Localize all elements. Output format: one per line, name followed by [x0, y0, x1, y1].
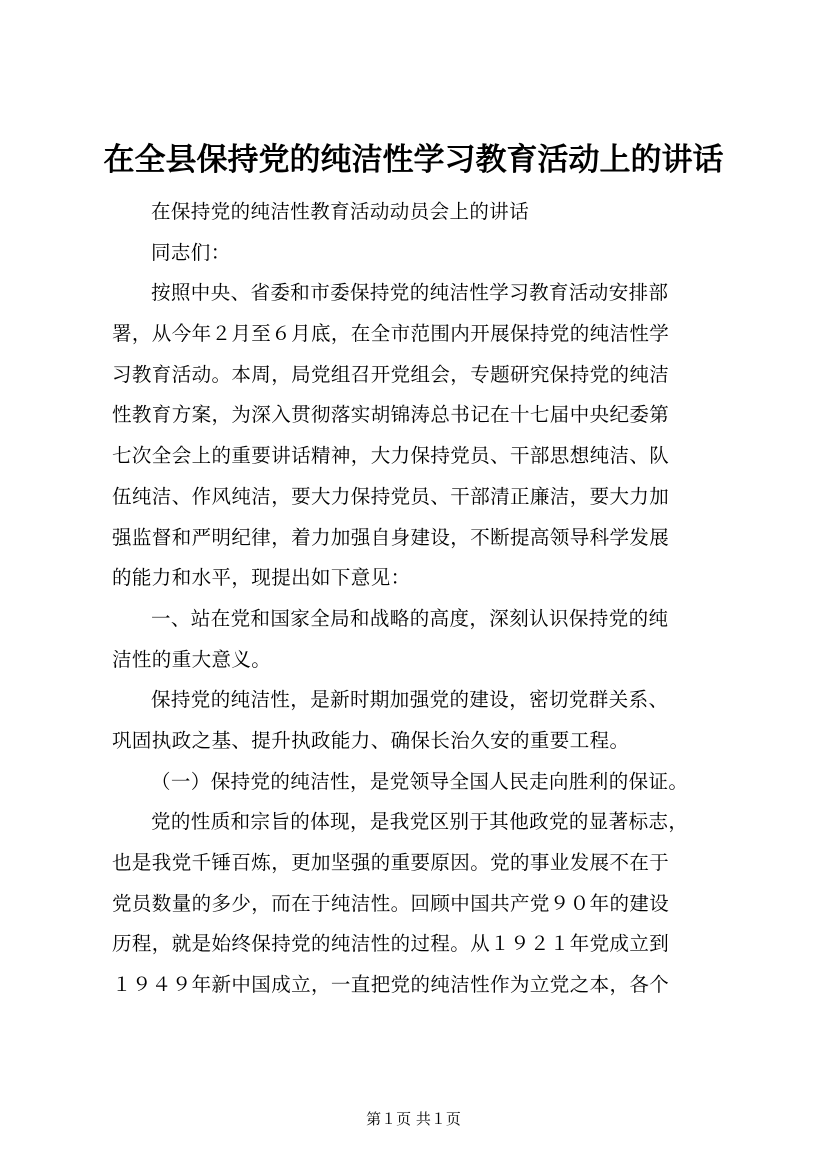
section-heading-line: 洁性的重大意义。 [112, 647, 272, 671]
body-line: 也是我党千锤百炼，更加坚强的重要原因。党的事业发展不在于 [112, 851, 670, 874]
salutation-line: 同志们： [151, 240, 231, 264]
subtitle-line: 在保持党的纯洁性教育活动动员会上的讲话 [151, 200, 530, 223]
body-line: 七次全会上的重要讲话精神，大力保持党员、干部思想纯洁、队 [112, 444, 670, 468]
body-line: 党的性质和宗旨的体现，是我党区别于其他政党的显著标志， [151, 810, 689, 834]
body-line: 性教育方案，为深入贯彻落实胡锦涛总书记在十七届中央纪委第 [112, 403, 670, 427]
body-line: 保持党的纯洁性，是新时期加强党的建设，密切党群关系、 [151, 688, 669, 712]
subsection-heading-line: （一）保持党的纯洁性，是党领导全国人民走向胜利的保证。 [151, 769, 689, 793]
section-heading-line: 一、站在党和国家全局和战略的高度，深刻认识保持党的纯 [151, 606, 669, 630]
document-title: 在全县保持党的纯洁性学习教育活动上的讲话 [103, 142, 724, 178]
body-line: 伍纯洁、作风纯洁，要大力保持党员、干部清正廉洁，要大力加 [112, 484, 670, 508]
body-line: 的能力和水平，现提出如下意见： [112, 566, 411, 590]
body-line: 习教育活动。本周，局党组召开党组会，专题研究保持党的纯洁 [112, 362, 670, 386]
body-line: 巩固执政之基、提升执政能力、确保长治久安的重要工程。 [112, 728, 630, 752]
document-body [112, 192, 727, 1006]
body-line: 按照中央、省委和市委保持党的纯洁性学习教育活动安排部 [151, 281, 669, 305]
page-footer: 第１页 共１页 [366, 1110, 461, 1128]
body-line: 强监督和严明纪律，着力加强自身建设，不断提高领导科学发展 [112, 525, 670, 549]
body-line: 党员数量的多少，而在于纯洁性。回顾中国共产党９０年的建设 [112, 891, 670, 915]
body-line: 署，从今年２月至６月底，在全市范围内开展保持党的纯洁性学 [112, 322, 670, 346]
body-line: １９４９年新中国成立，一直把党的纯洁性作为立党之本，各个 [112, 973, 670, 997]
body-line: 历程，就是始终保持党的纯洁性的过程。从１９２１年党成立到 [112, 932, 670, 956]
